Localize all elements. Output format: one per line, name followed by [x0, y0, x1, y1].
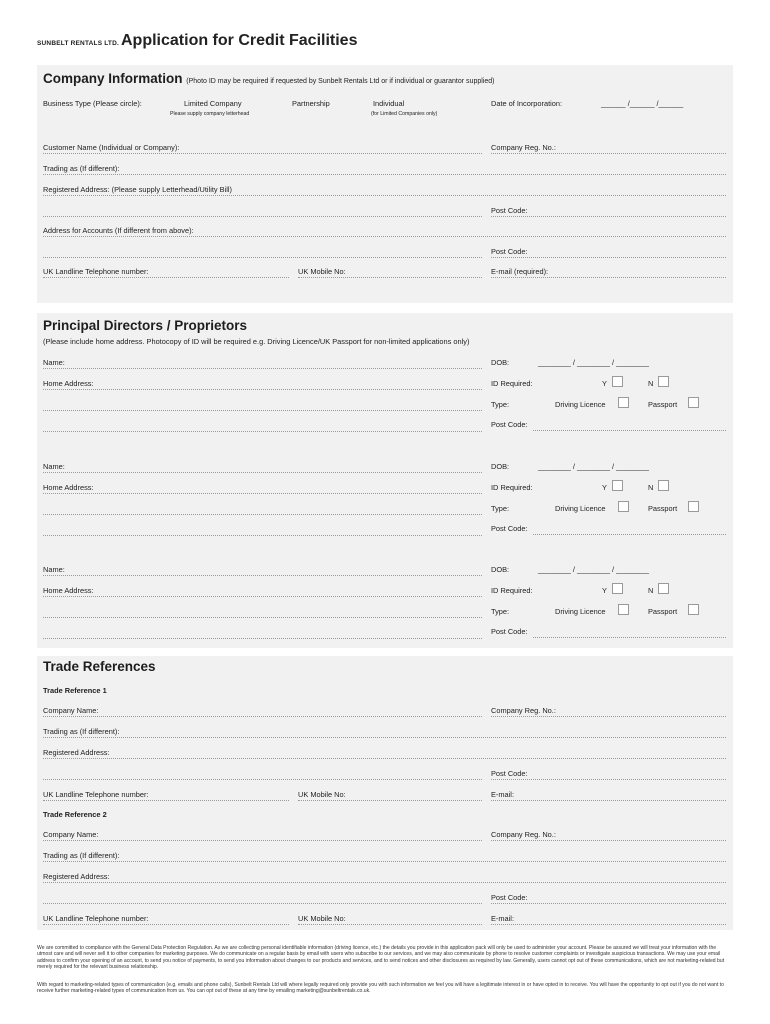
- director-3-post-code-field[interactable]: [533, 637, 726, 638]
- registered-address-field-1[interactable]: [43, 195, 726, 196]
- director-1-driving-licence-checkbox[interactable]: [618, 397, 629, 408]
- director-3-home-address-field-2[interactable]: [43, 617, 482, 618]
- trade-ref-2-registered-address-label: Registered Address:: [43, 872, 110, 881]
- email-field[interactable]: [491, 277, 726, 278]
- director-3-home-address-field-1[interactable]: [43, 596, 482, 597]
- director-3-home-address-label: Home Address:: [43, 586, 94, 595]
- director-3-name-field[interactable]: [43, 575, 482, 576]
- director-2-dob-field[interactable]: ________ / ________ / ________: [538, 462, 649, 471]
- director-2-passport-label: Passport: [648, 504, 678, 513]
- director-1-home-address-label: Home Address:: [43, 379, 94, 388]
- accounts-post-code-label: Post Code:: [491, 247, 528, 256]
- director-3-passport-label: Passport: [648, 607, 678, 616]
- landline-label: UK Landline Telephone number:: [43, 267, 149, 276]
- director-1-home-address-field-2[interactable]: [43, 410, 482, 411]
- date-of-incorporation-label: Date of Incorporation:: [491, 99, 563, 108]
- director-2-dob-label: DOB:: [491, 462, 510, 471]
- director-2-type-label: Type:: [491, 504, 510, 513]
- trade-ref-2-company-reg-field[interactable]: [491, 840, 726, 841]
- trade-ref-2-title: Trade Reference 2: [43, 810, 107, 819]
- trade-ref-2-landline-field[interactable]: [43, 924, 289, 925]
- trade-ref-1-company-reg-label: Company Reg. No.:: [491, 706, 556, 715]
- director-1-id-no-label: N: [648, 379, 654, 388]
- limited-company-note: Please supply company letterhead: [170, 111, 250, 117]
- director-2-passport-checkbox[interactable]: [688, 501, 699, 512]
- mobile-label: UK Mobile No:: [298, 267, 346, 276]
- trade-ref-1-email-label: E-mail:: [491, 790, 514, 799]
- business-type-label: Business Type (Please circle):: [43, 99, 142, 108]
- trade-ref-1-title: Trade Reference 1: [43, 686, 107, 695]
- accounts-address-label: Address for Accounts (If different from above):: [43, 226, 194, 235]
- trade-ref-2-trading-as-label: Trading as (If different):: [43, 851, 120, 860]
- accounts-address-field-2[interactable]: [43, 257, 482, 258]
- director-3-driving-licence-checkbox[interactable]: [618, 604, 629, 615]
- director-2-name-field[interactable]: [43, 472, 482, 473]
- brand-name: SUNBELT RENTALS LTD.: [37, 40, 119, 47]
- director-3-id-yes-label: Y: [602, 586, 607, 595]
- accounts-address-field-1[interactable]: [43, 236, 726, 237]
- form-title: Application for Credit Facilities: [121, 32, 358, 49]
- trade-ref-2-company-name-field[interactable]: [43, 840, 482, 841]
- trade-ref-1-trading-as-label: Trading as (If different):: [43, 727, 120, 736]
- director-3-home-address-field-3[interactable]: [43, 638, 482, 639]
- individual-option[interactable]: Individual: [373, 99, 405, 108]
- director-3-type-label: Type:: [491, 607, 510, 616]
- company-information-heading: [43, 71, 494, 86]
- trade-ref-1-post-code-field[interactable]: [491, 779, 726, 780]
- director-3-name-label: Name:: [43, 565, 65, 574]
- director-2-id-no-checkbox[interactable]: [658, 480, 669, 491]
- marketing-notice: With regard to marketing-related types of communication (e.g. emails and phone calls), Sunbelt Rentals Ltd will where legally required only provide you with such information we feel you will have a legitimate interest in or have opted in to receive. You will have the opportunity to opt out if you do not want to receive further marketing-related types of communication from us. You can opt out of these at any time by emailing marketing@sunbeltrentals.co.uk.: [37, 982, 724, 995]
- director-1-id-yes-checkbox[interactable]: [612, 376, 623, 387]
- trade-ref-1-registered-address-label: Registered Address:: [43, 748, 110, 757]
- director-3-id-no-checkbox[interactable]: [658, 583, 669, 594]
- mobile-field[interactable]: [298, 277, 482, 278]
- trade-ref-2-email-label: E-mail:: [491, 914, 514, 923]
- registered-address-post-code-field[interactable]: [491, 216, 726, 217]
- director-3-dob-field[interactable]: ________ / ________ / ________: [538, 565, 649, 574]
- trade-ref-1-registered-address-field-2[interactable]: [43, 779, 482, 780]
- director-2-driving-licence-label: Driving Licence: [555, 504, 606, 513]
- customer-name-field[interactable]: [43, 153, 482, 154]
- director-2-home-address-field-2[interactable]: [43, 514, 482, 515]
- director-2-home-address-field-3[interactable]: [43, 535, 482, 536]
- director-1-driving-licence-label: Driving Licence: [555, 400, 606, 409]
- trade-ref-2-landline-label: UK Landline Telephone number:: [43, 914, 149, 923]
- trade-ref-2-mobile-label: UK Mobile No:: [298, 914, 346, 923]
- director-1-id-required-label: ID Required:: [491, 379, 533, 388]
- trade-ref-2-registered-address-field-1[interactable]: [43, 882, 726, 883]
- gdpr-notice: We are committed to compliance with the General Data Protection Regulation. As we are collecting personal identifiable information (driving licence, etc.) the details you provide in this application pack will only be used to administer your account. Please be assured we will treat your information with the utmost care and will never sell it to other companies for marketing purposes. We do communicate on a regular basis by email with users who subscribe to our services, and we may also communicate by phone to resolve customer complaints or investigate suspicious transactions. We may use your email address to confirm your opening of an account, to send you notice of payments, to send you information about changes to our products and services, and to send notices and other disclosures as required by law. Generally, users cannot opt out of these communications, which are not marketing-related but merely required for the relevant business relationship.: [37, 945, 725, 971]
- trade-ref-1-email-field[interactable]: [491, 800, 726, 801]
- trade-ref-2-trading-as-field[interactable]: [43, 861, 726, 862]
- trade-ref-2-post-code-label: Post Code:: [491, 893, 528, 902]
- trade-ref-1-company-reg-field[interactable]: [491, 716, 726, 717]
- director-1-id-yes-label: Y: [602, 379, 607, 388]
- trade-ref-2-company-name-label: Company Name:: [43, 830, 99, 839]
- trade-ref-1-landline-field[interactable]: [43, 800, 289, 801]
- registered-address-field-2[interactable]: [43, 216, 482, 217]
- individual-note: (for Limited Companies only): [371, 111, 438, 117]
- director-3-dob-label: DOB:: [491, 565, 510, 574]
- director-1-name-field[interactable]: [43, 368, 482, 369]
- company-reg-field[interactable]: [491, 153, 726, 154]
- director-2-post-code-field[interactable]: [533, 534, 726, 535]
- director-3-driving-licence-label: Driving Licence: [555, 607, 606, 616]
- date-of-incorporation-field[interactable]: ______ /______ /______: [601, 99, 684, 108]
- company-heading-text: Company Information: [43, 71, 183, 86]
- directors-note: (Please include home address. Photocopy of ID will be required e.g. Driving Licence/UK Passport for non-limited applications only): [43, 337, 470, 346]
- director-2-id-yes-checkbox[interactable]: [612, 480, 623, 491]
- director-1-name-label: Name:: [43, 358, 65, 367]
- director-2-home-address-field-1[interactable]: [43, 493, 482, 494]
- trade-ref-2-email-field[interactable]: [491, 924, 726, 925]
- director-1-home-address-field-3[interactable]: [43, 431, 482, 432]
- director-1-home-address-field-1[interactable]: [43, 389, 482, 390]
- director-1-post-code-field[interactable]: [533, 430, 726, 431]
- trade-ref-1-mobile-field[interactable]: [298, 800, 482, 801]
- director-2-id-required-label: ID Required:: [491, 483, 533, 492]
- trade-ref-2-company-reg-label: Company Reg. No.:: [491, 830, 556, 839]
- landline-field[interactable]: [43, 277, 289, 278]
- accounts-post-code-field[interactable]: [491, 257, 726, 258]
- director-3-id-required-label: ID Required:: [491, 586, 533, 595]
- trade-references-heading: Trade References: [43, 659, 156, 674]
- company-heading-note: (Photo ID may be required if requested by Sunbelt Rentals Ltd or if individual or guarantor supplied): [186, 78, 495, 85]
- registered-address-post-code-label: Post Code:: [491, 206, 528, 215]
- trade-ref-1-mobile-label: UK Mobile No:: [298, 790, 346, 799]
- trade-ref-2-registered-address-field-2[interactable]: [43, 903, 482, 904]
- director-3-passport-checkbox[interactable]: [688, 604, 699, 615]
- director-3-id-no-label: N: [648, 586, 654, 595]
- trade-ref-2-post-code-field[interactable]: [491, 903, 726, 904]
- trade-ref-1-company-name-label: Company Name:: [43, 706, 99, 715]
- director-2-id-yes-label: Y: [602, 483, 607, 492]
- director-1-dob-label: DOB:: [491, 358, 510, 367]
- company-reg-label: Company Reg. No.:: [491, 143, 556, 152]
- director-1-dob-field[interactable]: ________ / ________ / ________: [538, 358, 649, 367]
- trade-ref-1-company-name-field[interactable]: [43, 716, 482, 717]
- trading-as-field[interactable]: [43, 174, 726, 175]
- director-2-id-no-label: N: [648, 483, 654, 492]
- director-2-home-address-label: Home Address:: [43, 483, 94, 492]
- director-1-post-code-label: Post Code:: [491, 420, 528, 429]
- director-2-name-label: Name:: [43, 462, 65, 471]
- director-2-post-code-label: Post Code:: [491, 524, 528, 533]
- trade-ref-1-post-code-label: Post Code:: [491, 769, 528, 778]
- customer-name-label: Customer Name (Individual or Company):: [43, 143, 180, 152]
- trading-as-label: Trading as (If different):: [43, 164, 120, 173]
- trade-ref-1-landline-label: UK Landline Telephone number:: [43, 790, 149, 799]
- limited-company-option[interactable]: Limited Company: [184, 99, 242, 108]
- trade-ref-1-trading-as-field[interactable]: [43, 737, 726, 738]
- director-1-id-no-checkbox[interactable]: [658, 376, 669, 387]
- director-1-passport-label: Passport: [648, 400, 678, 409]
- director-1-passport-checkbox[interactable]: [688, 397, 699, 408]
- director-2-driving-licence-checkbox[interactable]: [618, 501, 629, 512]
- trade-ref-1-registered-address-field-1[interactable]: [43, 758, 726, 759]
- director-3-id-yes-checkbox[interactable]: [612, 583, 623, 594]
- director-1-type-label: Type:: [491, 400, 510, 409]
- registered-address-label: Registered Address: (Please supply Letterhead/Utility Bill): [43, 185, 232, 194]
- trade-ref-2-mobile-field[interactable]: [298, 924, 482, 925]
- directors-heading: Principal Directors / Proprietors: [43, 318, 248, 333]
- partnership-option[interactable]: Partnership: [292, 99, 330, 108]
- email-label: E-mail (required):: [491, 267, 549, 276]
- director-3-post-code-label: Post Code:: [491, 627, 528, 636]
